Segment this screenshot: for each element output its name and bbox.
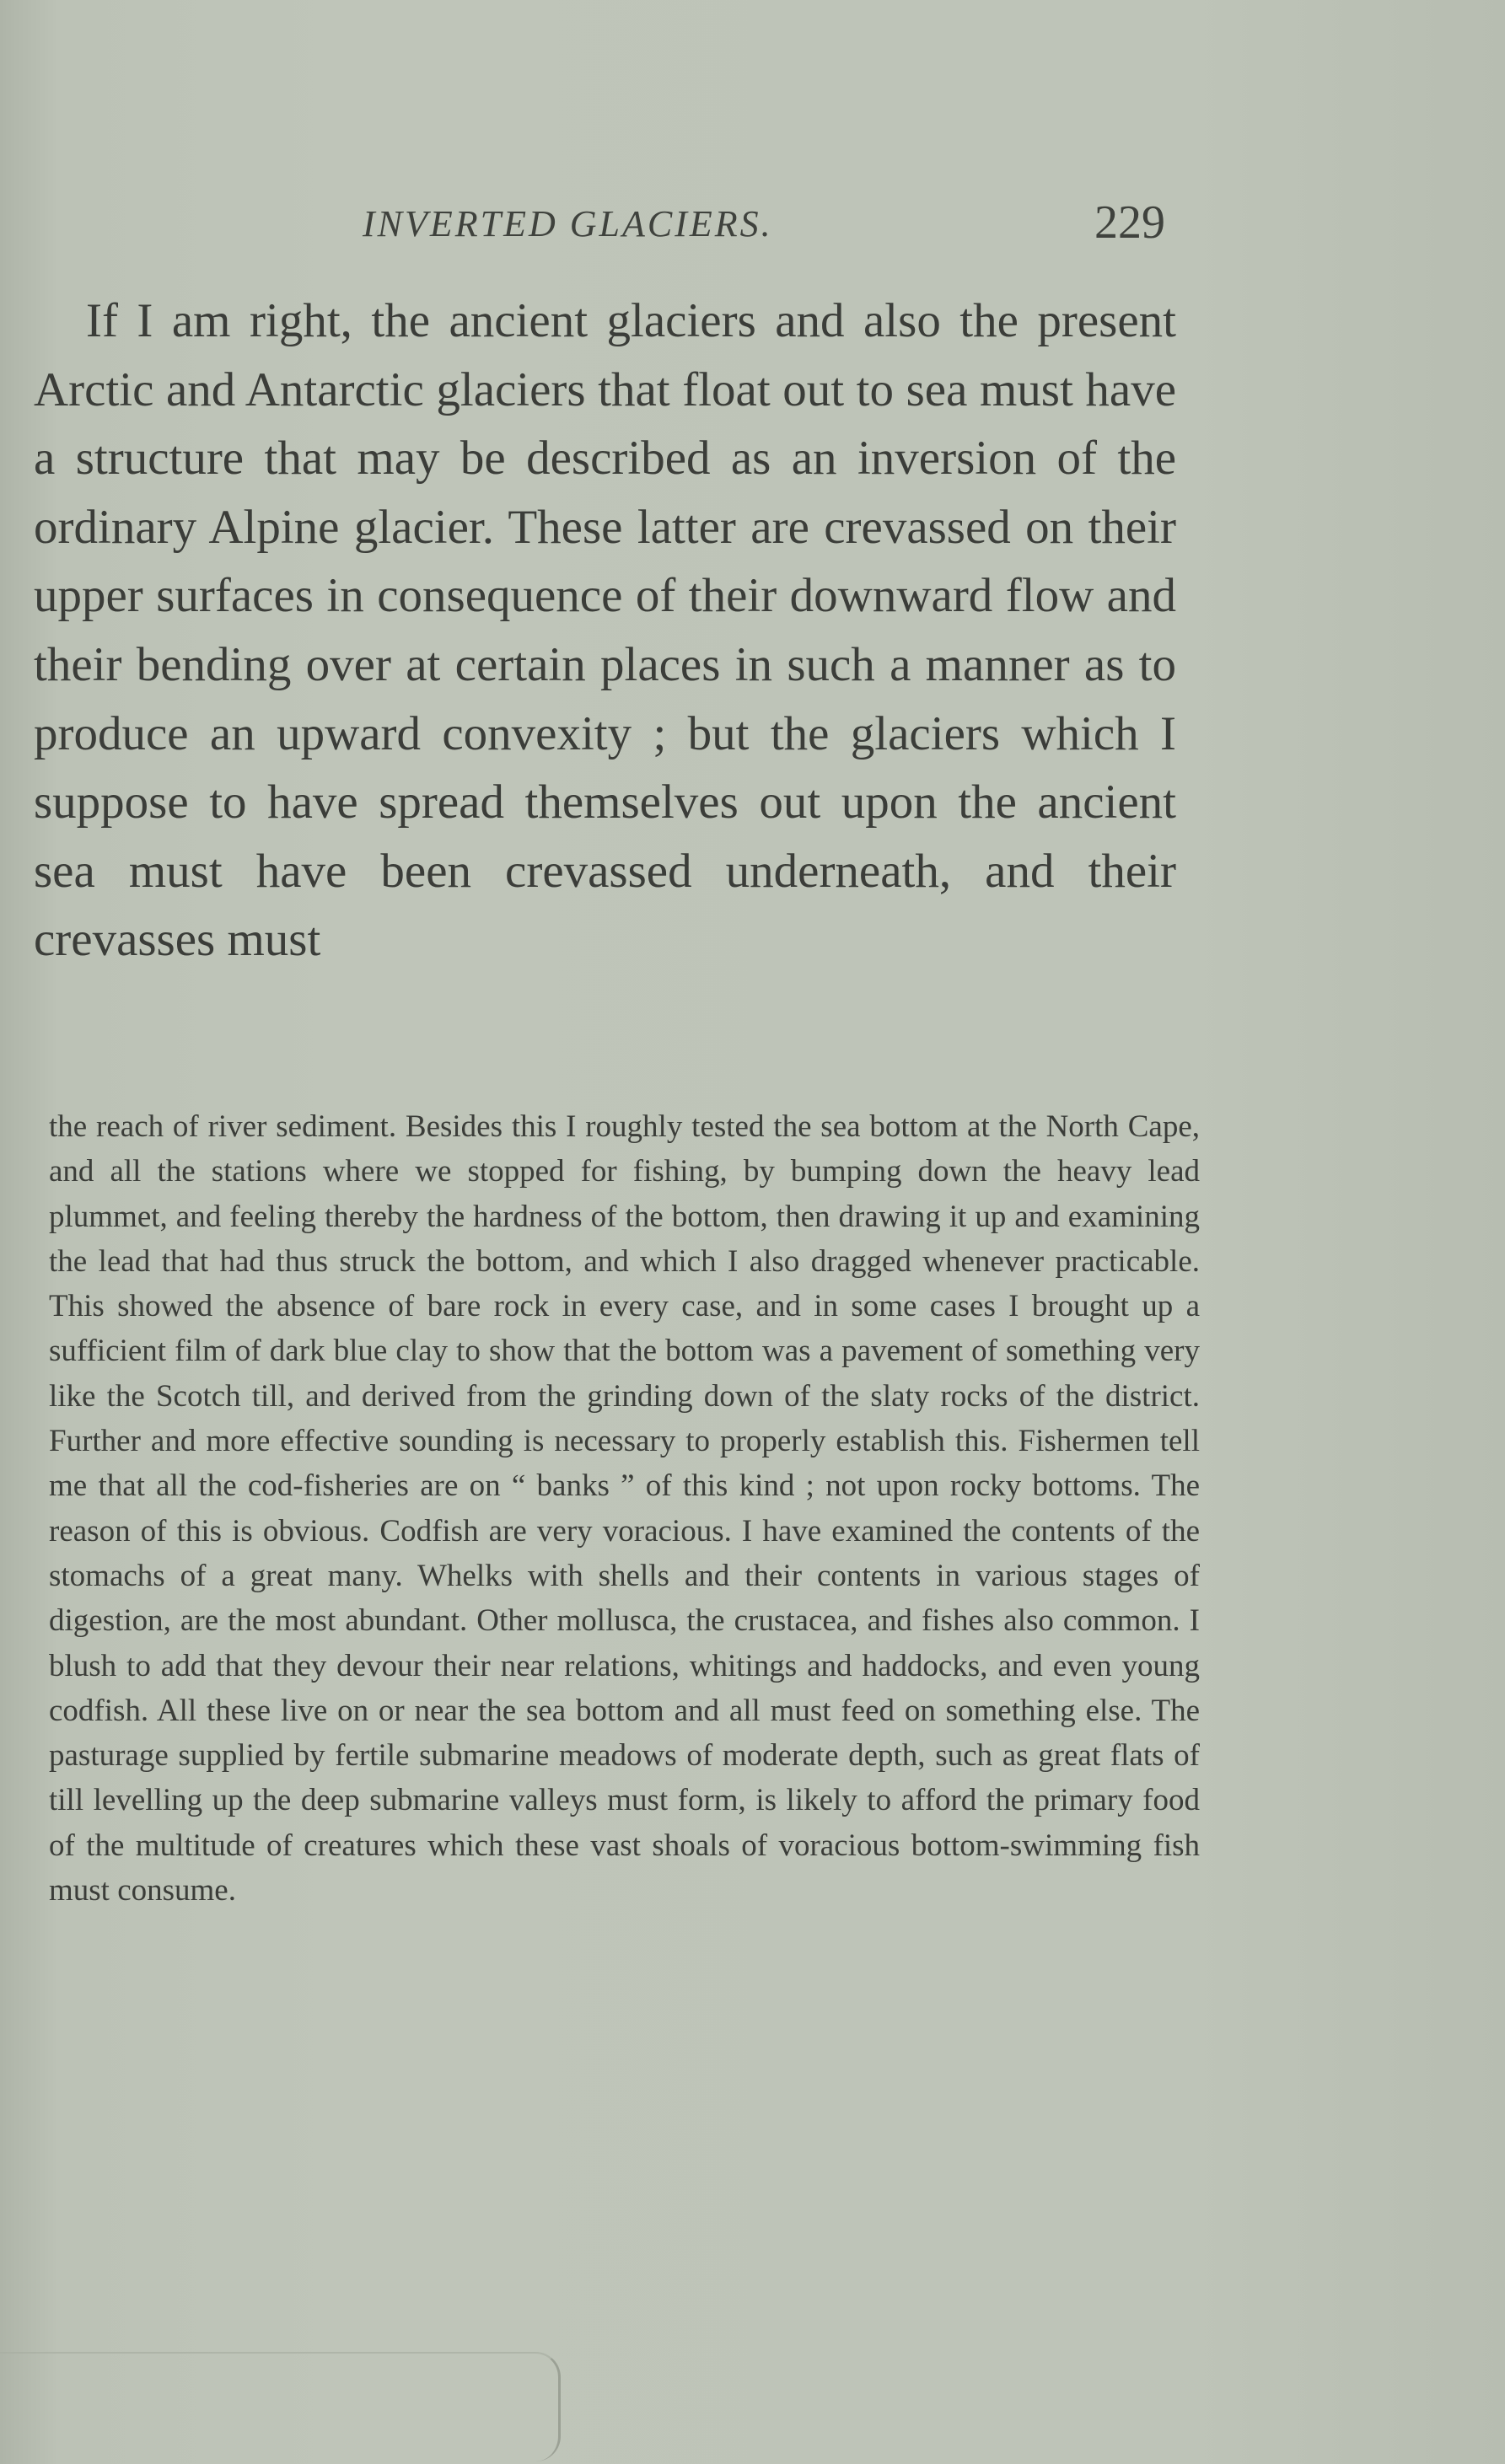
body-paragraph-text: If I am right, the ancient glaciers and also the present Arctic and Antarctic glaciers that float out to sea must have a structure that may be described as an inversion of the ordinary Alpine glacier. These latter are crevassed on their upper surfaces in consequence of their downward flow and their bending over at certain places in such a manner as to produce an upward convexity ; but the glaciers which I suppose to have spread themselves out upon the ancient sea must have been crevassed underneath, and their crevasses must — [34, 294, 1176, 967]
body-paragraph — [34, 287, 1176, 974]
page-edge-mark — [0, 2352, 561, 2461]
running-head — [0, 196, 1505, 255]
page-number: 229 — [1094, 196, 1165, 249]
footnote: the reach of river sediment. Besides this I roughly tested the sea bottom at the North Cape, and all the stations where we stopped for fishing, by bumping down the heavy lead plummet, and feeling thereby the hardness of the bottom, then drawing it up and examining the lead that had thus struck the bottom, and which I also dragged whenever practicable. This showed the absence of bare rock in every case, and in some cases I brought up a sufficient film of dark blue clay to show that the bottom was a pavement of something very like the Scotch till, and derived from the grinding down of the slaty rocks of the district. Further and more effective sounding is necessary to properly establish this. Fishermen tell me that all the cod-fisheries are on “ banks ” of this kind ; not upon rocky bottoms. The reason of this is obvious. Codfish are very voracious. I have examined the contents of the stomachs of a great many. Whelks with shells and their contents in various stages of digestion, are the most abundant. Other mollusca, the crustacea, and fishes also common. I blush to add that they devour their near relations, whitings and haddocks, and even young codfish. All these live on or near the sea bottom and all must feed on something else. The pasturage supplied by fertile submarine meadows of moderate depth, such as great flats of till levelling up the deep submarine valleys must form, is likely to afford the primary food of the multitude of creatures which these vast shoals of voracious bottom-swimming fish must consume. — [49, 1109, 1200, 1908]
running-title: INVERTED GLACIERS. — [363, 203, 773, 244]
